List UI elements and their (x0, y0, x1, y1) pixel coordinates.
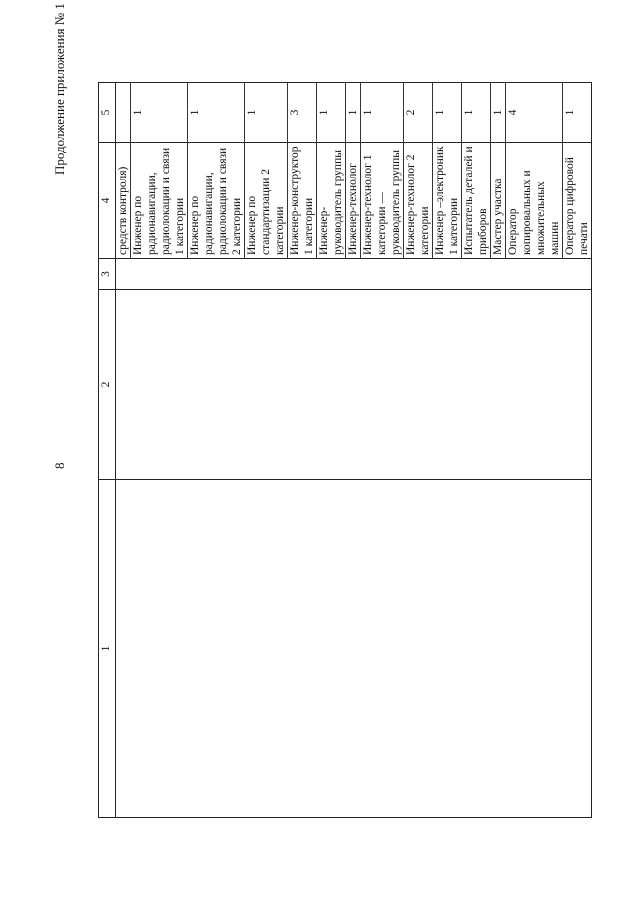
count-cell: 2 (404, 83, 433, 143)
empty-cell (433, 259, 462, 290)
empty-cell (188, 480, 245, 818)
empty-cell (116, 480, 131, 818)
empty-cell (317, 480, 346, 818)
position-cell: Оператор копировальных и множительных машин (506, 143, 563, 259)
empty-cell (245, 480, 288, 818)
empty-cell (361, 290, 404, 480)
empty-cell (506, 480, 563, 818)
empty-cell (116, 290, 131, 480)
table-row (131, 83, 188, 818)
position-cell: Инженер-конструктор 1 категории (288, 143, 317, 259)
count-cell: 4 (506, 83, 563, 143)
empty-cell (188, 290, 245, 480)
count-cell: 1 (317, 83, 346, 143)
table-row (116, 83, 131, 818)
position-cell: Инженер-технолог 1 категории — руководитель группы (361, 143, 404, 259)
table-row (188, 83, 245, 818)
empty-cell (462, 480, 491, 818)
empty-cell (288, 290, 317, 480)
position-cell: Инженер-руководитель группы (317, 143, 346, 259)
position-cell: Инженер по радионавигации, радиолокации и связи 1 категории (131, 143, 188, 259)
continuation-note: Продолжение приложения № 1 (52, 3, 67, 175)
table-row (404, 83, 433, 818)
table-row (462, 83, 491, 818)
empty-cell (404, 290, 433, 480)
count-cell: 1 (361, 83, 404, 143)
position-cell: средств контроля) (116, 143, 131, 259)
empty-cell (346, 480, 361, 818)
empty-cell (462, 290, 491, 480)
empty-cell (433, 290, 462, 480)
empty-cell (317, 290, 346, 480)
staff-table (98, 82, 592, 818)
table-row (491, 83, 506, 818)
table-row (563, 83, 592, 818)
column-header-1: 1 (99, 480, 116, 818)
empty-cell (563, 480, 592, 818)
position-cell: Инженер –электроник 1 категории (433, 143, 462, 259)
empty-cell (245, 259, 288, 290)
empty-cell (116, 259, 131, 290)
count-cell: 3 (288, 83, 317, 143)
page-number: 8 (52, 462, 67, 469)
empty-cell (361, 480, 404, 818)
empty-cell (491, 480, 506, 818)
position-cell: Оператор цифровой печати (563, 143, 592, 259)
table-row (288, 83, 317, 818)
empty-cell (188, 259, 245, 290)
empty-cell (288, 259, 317, 290)
count-cell: 1 (188, 83, 245, 143)
count-cell: 1 (245, 83, 288, 143)
count-cell: 1 (433, 83, 462, 143)
empty-cell (346, 290, 361, 480)
column-header-2: 2 (99, 290, 116, 480)
position-cell: Инженер по радионавигации, радиолокации и связи 2 категории (188, 143, 245, 259)
empty-cell (245, 290, 288, 480)
count-cell: 1 (563, 83, 592, 143)
position-cell: Испытатель деталей и приборов (462, 143, 491, 259)
count-cell: 1 (462, 83, 491, 143)
column-header-5: 5 (99, 83, 116, 143)
count-cell (116, 83, 131, 143)
column-header-3: 3 (99, 259, 116, 290)
count-cell: 1 (346, 83, 361, 143)
empty-cell (491, 290, 506, 480)
column-header-4: 4 (99, 143, 116, 259)
empty-cell (506, 290, 563, 480)
count-cell: 1 (491, 83, 506, 143)
table-row (245, 83, 288, 818)
empty-cell (317, 259, 346, 290)
empty-cell (346, 259, 361, 290)
empty-cell (404, 259, 433, 290)
empty-cell (563, 290, 592, 480)
empty-cell (288, 480, 317, 818)
empty-cell (563, 259, 592, 290)
position-cell: Инженер-технолог 2 категории (404, 143, 433, 259)
count-cell: 1 (131, 83, 188, 143)
position-cell: Инженер-технолог (346, 143, 361, 259)
empty-cell (506, 259, 563, 290)
empty-cell (462, 259, 491, 290)
table-row (317, 83, 346, 818)
empty-cell (361, 259, 404, 290)
empty-cell (433, 480, 462, 818)
position-cell: Мастер участка (491, 143, 506, 259)
empty-cell (404, 480, 433, 818)
empty-cell (131, 290, 188, 480)
position-cell: Инженер по стандартизации 2 категории (245, 143, 288, 259)
empty-cell (131, 259, 188, 290)
empty-cell (491, 259, 506, 290)
table-row (506, 83, 563, 818)
table-row (346, 83, 361, 818)
table-row (361, 83, 404, 818)
empty-cell (131, 480, 188, 818)
table-row (433, 83, 462, 818)
